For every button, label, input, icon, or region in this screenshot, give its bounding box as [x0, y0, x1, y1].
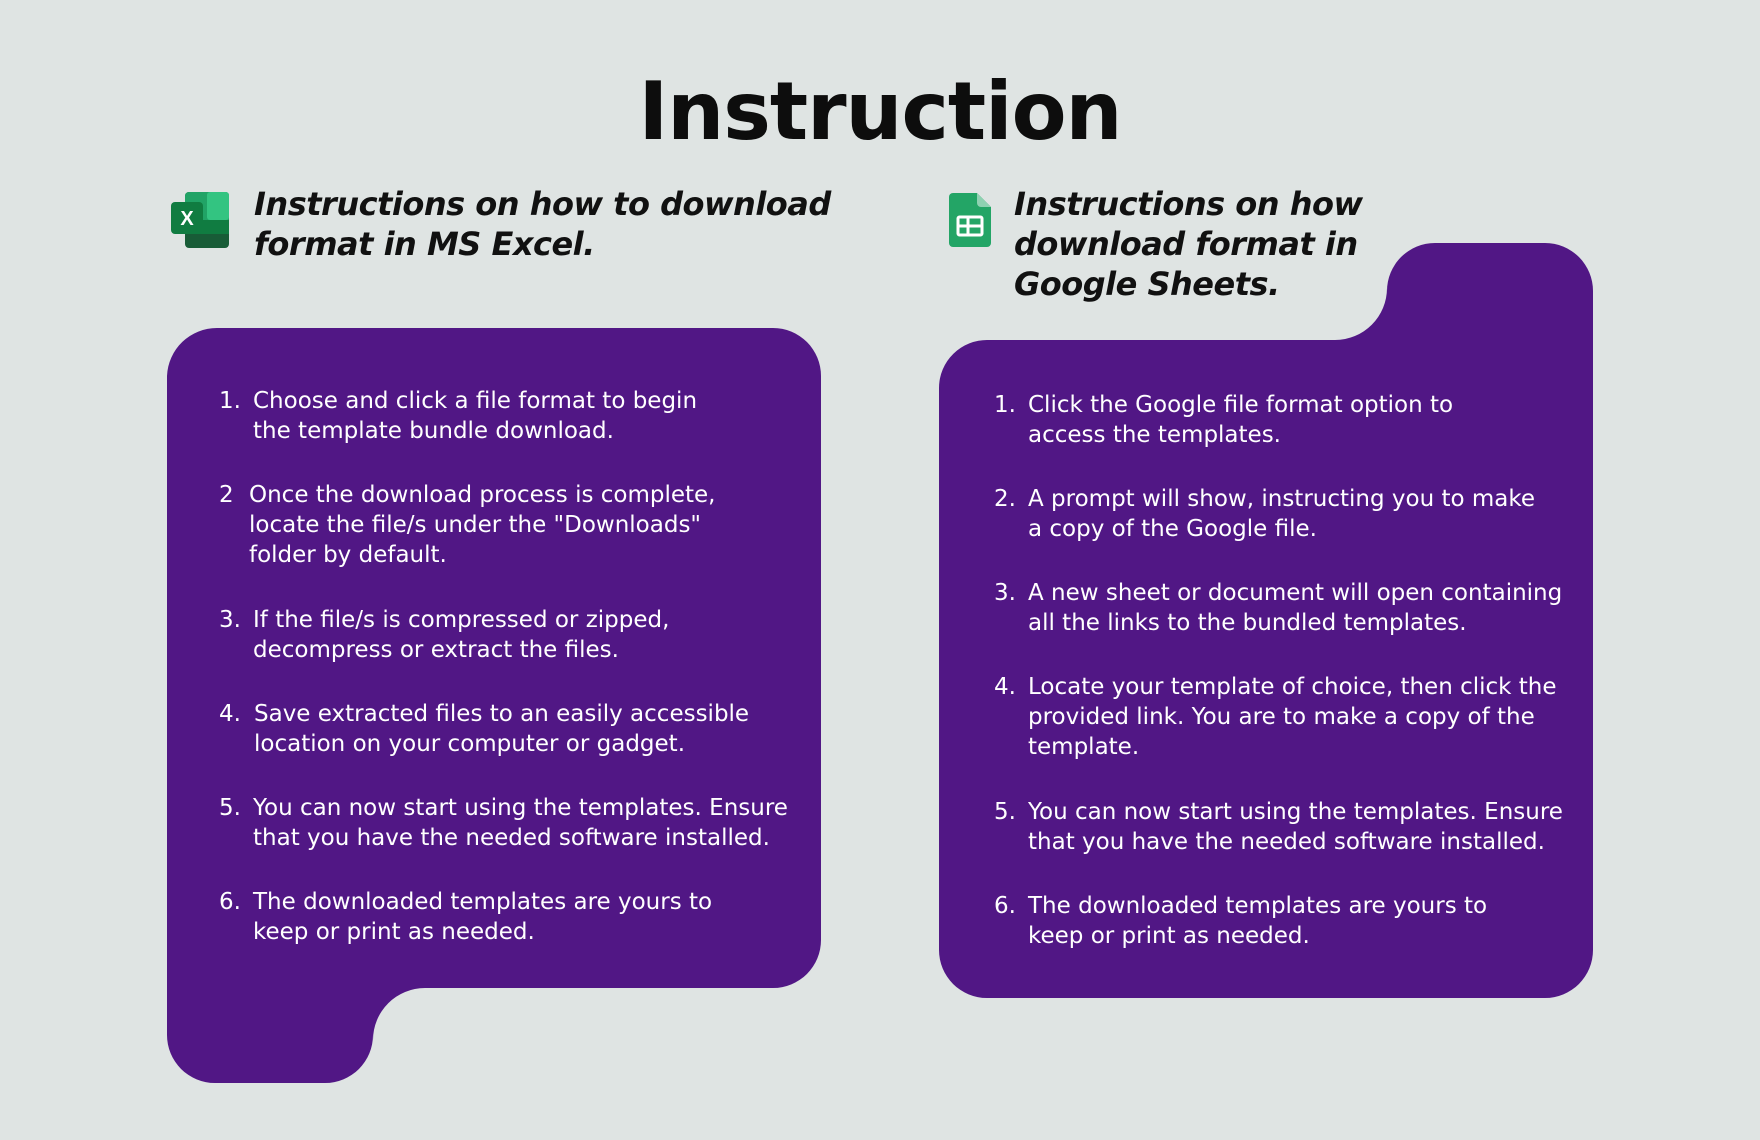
step-text: If the file/s is compressed or zipped, decompress or extract the files. — [253, 607, 670, 663]
step-number: 2. — [994, 486, 1016, 512]
step-number: 6. — [994, 893, 1016, 919]
step-text: Choose and click a file format to begin the template bundle download. — [253, 388, 698, 444]
step-text: A prompt will show, instructing you to make a copy of the Google file. — [1028, 486, 1536, 542]
step-number: 4. — [994, 674, 1016, 700]
list-item — [219, 699, 799, 759]
step-number: 3. — [994, 580, 1016, 606]
step-number: 4. — [219, 701, 241, 727]
step-text: Once the download process is complete, locate the file/s under the "Downloads" folder by default. — [249, 482, 716, 568]
step-text: A new sheet or document will open containing all the links to the bundled templates. — [1028, 580, 1563, 636]
list-item — [219, 386, 799, 446]
step-number: 5. — [219, 795, 241, 821]
list-item — [219, 793, 799, 853]
step-text: Save extracted files to an easily accessible location on your computer or gadget. — [254, 701, 750, 757]
step-text: Locate your template of choice, then click the provided link. You are to make a copy of the template. — [1028, 674, 1557, 760]
microsoft-excel-icon — [171, 192, 231, 248]
step-number: 1. — [219, 388, 241, 414]
step-text: You can now start using the templates. Ensure that you have the needed software installed. — [253, 795, 788, 851]
sheets-section-heading: Instructions on how download format in Google Sheets. — [1014, 185, 1363, 303]
list-item — [994, 578, 1579, 638]
google-sheets-icon — [949, 193, 991, 247]
step-number: 3. — [219, 607, 241, 633]
list-item — [994, 672, 1579, 762]
step-number: 6. — [219, 889, 241, 915]
excel-section-heading: Instructions on how to download format in MS Excel. — [254, 185, 831, 263]
step-text: Click the Google file format option to access the templates. — [1028, 392, 1454, 448]
step-number: 2 — [219, 482, 234, 508]
list-item — [994, 484, 1579, 544]
list-item — [994, 390, 1579, 450]
list-item — [219, 605, 799, 665]
step-number: 1. — [994, 392, 1016, 418]
step-text: The downloaded templates are yours to keep or print as needed. — [1028, 893, 1488, 949]
list-item — [219, 887, 799, 947]
page-title: Instruction — [638, 65, 1122, 158]
step-text: You can now start using the templates. Ensure that you have the needed software installed. — [1028, 799, 1563, 855]
list-item — [219, 480, 799, 570]
step-number: 5. — [994, 799, 1016, 825]
list-item — [994, 797, 1579, 857]
svg-text:X: X — [180, 208, 194, 230]
step-text: The downloaded templates are yours to keep or print as needed. — [253, 889, 713, 945]
list-item — [994, 891, 1579, 951]
